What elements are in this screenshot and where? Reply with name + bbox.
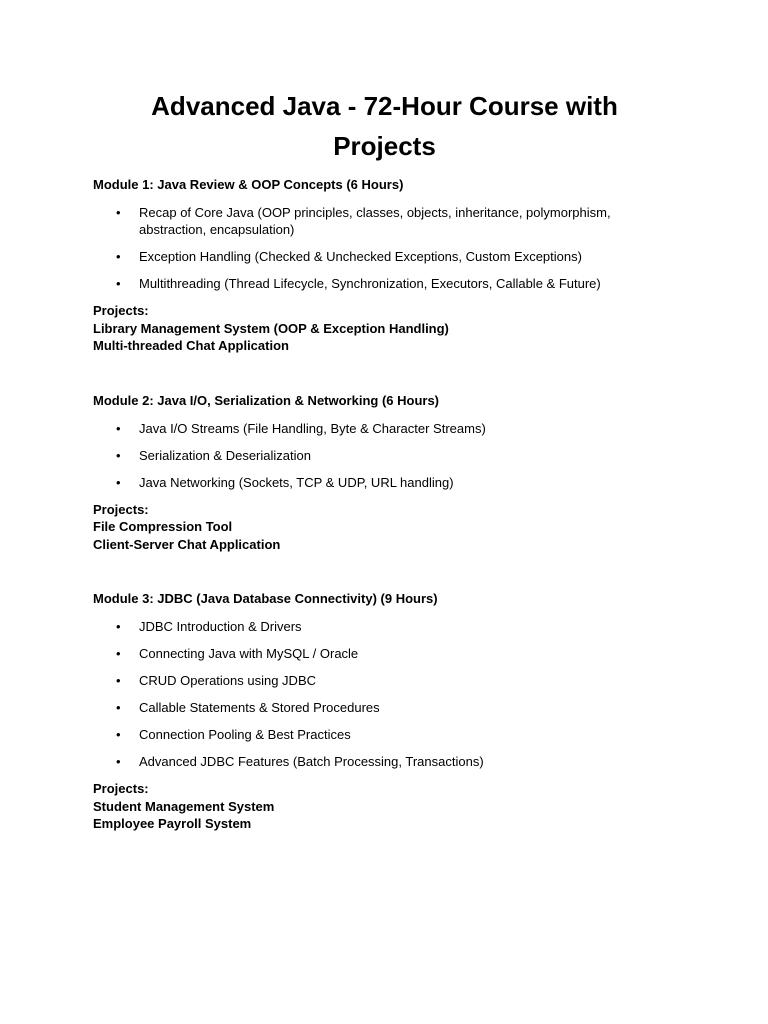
bullet-icon: • xyxy=(116,646,121,661)
project-item: File Compression Tool xyxy=(93,519,233,534)
list-item xyxy=(93,753,676,770)
projects-block xyxy=(93,501,676,554)
list-item xyxy=(93,248,676,265)
topic-list xyxy=(93,204,676,292)
project-item: Multi-threaded Chat Application xyxy=(93,338,289,353)
topic-text: Serialization & Deserialization xyxy=(139,447,311,463)
topic-text: CRUD Operations using JDBC xyxy=(139,673,317,688)
topic-text: JDBC Introduction & Drivers xyxy=(139,619,302,634)
projects-label: Projects: xyxy=(93,303,149,318)
list-item xyxy=(93,699,676,716)
project-item: Library Management System (OOP & Exception Handling) xyxy=(93,320,449,336)
list-item xyxy=(93,726,676,743)
bullet-icon: • xyxy=(116,205,121,220)
bullet-icon: • xyxy=(116,619,121,634)
topic-text: Exception Handling (Checked & Unchecked Exceptions, Custom Exceptions) xyxy=(139,249,582,264)
projects-label: Projects: xyxy=(93,501,149,517)
bullet-icon: • xyxy=(116,673,121,688)
projects-label: Projects: xyxy=(93,781,149,796)
topic-list xyxy=(93,420,676,491)
document-title: Advanced Java - 72-Hour Course with Projects xyxy=(151,91,618,161)
topic-text: Callable Statements & Stored Procedures xyxy=(139,700,380,715)
section-spacer xyxy=(93,553,676,590)
list-item xyxy=(93,275,676,292)
topic-text: Recap of Core Java (OOP principles, classes, objects, inheritance, polymorphism, abstraction, encapsulation) xyxy=(139,205,611,237)
project-item: Client-Server Chat Application xyxy=(93,536,281,552)
module-2 xyxy=(93,392,676,554)
bullet-icon: • xyxy=(116,700,121,715)
list-item xyxy=(93,618,676,635)
bullet-icon: • xyxy=(116,754,121,769)
module-heading: Module 2: Java I/O, Serialization & Networking (6 Hours) xyxy=(93,392,440,408)
bullet-icon: • xyxy=(116,276,121,291)
topic-text: Connecting Java with MySQL / Oracle xyxy=(139,646,359,661)
topic-text: Java Networking (Sockets, TCP & UDP, URL handling) xyxy=(139,474,454,490)
section-spacer xyxy=(93,355,676,392)
project-item: Student Management System xyxy=(93,798,275,814)
topic-text: Multithreading (Thread Lifecycle, Synchronization, Executors, Callable & Future) xyxy=(139,276,601,291)
topic-text: Advanced JDBC Features (Batch Processing, Transactions) xyxy=(139,754,484,769)
projects-block xyxy=(93,780,676,833)
topic-text: Java I/O Streams (File Handling, Byte & Character Streams) xyxy=(139,420,486,436)
list-item xyxy=(93,474,676,491)
list-item xyxy=(93,645,676,662)
bullet-icon: • xyxy=(116,249,121,264)
bullet-icon: • xyxy=(116,474,121,490)
project-item: Employee Payroll System xyxy=(93,816,252,831)
module-heading: Module 1: Java Review & OOP Concepts (6 Hours) xyxy=(93,177,404,192)
module-heading: Module 3: JDBC (Java Database Connectivity) (9 Hours) xyxy=(93,591,438,606)
bullet-icon: • xyxy=(116,420,121,436)
module-3 xyxy=(93,590,676,833)
topic-text: Connection Pooling & Best Practices xyxy=(139,727,351,742)
bullet-icon: • xyxy=(116,447,121,463)
list-item xyxy=(93,204,676,238)
bullet-icon: • xyxy=(116,727,121,742)
list-item xyxy=(93,420,676,437)
list-item xyxy=(93,447,676,464)
list-item xyxy=(93,672,676,689)
projects-block xyxy=(93,302,676,355)
topic-list xyxy=(93,618,676,770)
module-1 xyxy=(93,176,676,355)
